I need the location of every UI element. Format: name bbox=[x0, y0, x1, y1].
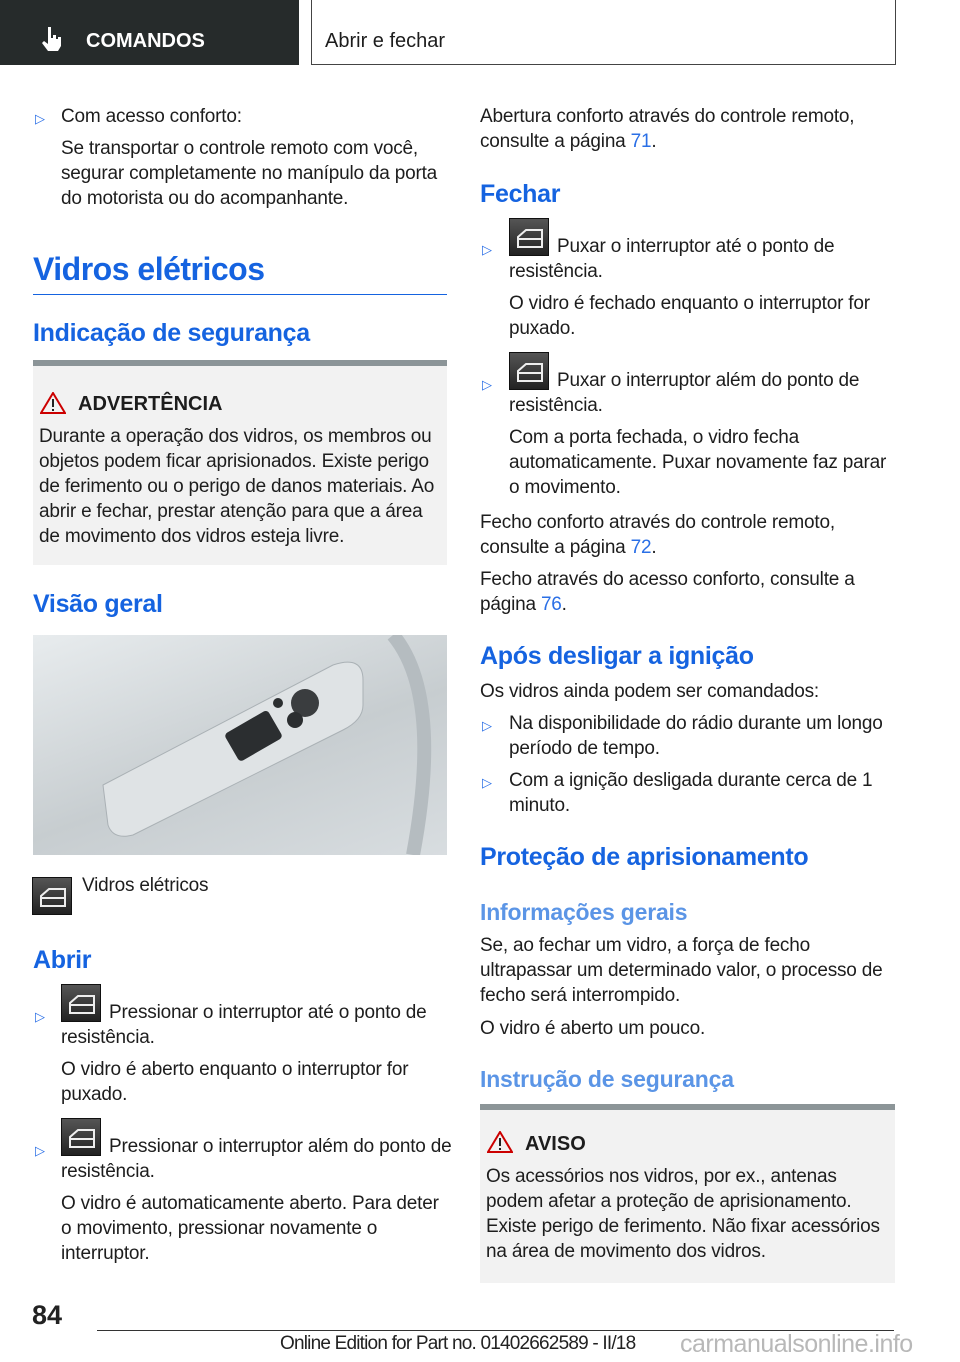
chapter-box bbox=[311, 0, 896, 65]
bullet-icon: ▷ bbox=[482, 718, 492, 733]
power-window-icon bbox=[61, 984, 101, 1022]
page-number: 84 bbox=[32, 1300, 63, 1330]
power-window-icon bbox=[32, 877, 72, 915]
conforto-text: Se transportar o controle remoto com você, segurar completamente no manípulo da porta do motorista ou do acompanhante. bbox=[61, 138, 438, 209]
fechar-item-2 bbox=[509, 352, 901, 500]
warning-triangle-icon bbox=[487, 1131, 513, 1158]
bullet-icon: ▷ bbox=[35, 1143, 45, 1158]
fecho2-text: Fecho através do acesso conforto, consulte a página 76. bbox=[480, 569, 855, 615]
hand-pointer-icon bbox=[40, 26, 64, 57]
page-link-76[interactable]: 76 bbox=[540, 594, 562, 615]
apos-item-2: Com a ignição desligada durante cerca de 1 minuto. bbox=[509, 770, 873, 816]
fechar-text-1: Puxar o interruptor até o ponto de resistência. bbox=[509, 236, 835, 282]
warning-box bbox=[33, 360, 447, 565]
aviso-text: Os acessórios nos vidros, por ex., antenas podem afetar a proteção de aprisionamento. Existe perigo de ferimento. Não fixar acessórios na área de movimento dos vidros. bbox=[486, 1166, 880, 1262]
edition-text: Online Edition for Part no. 01402662589 - II/18 bbox=[280, 1333, 636, 1354]
power-window-icon bbox=[509, 352, 549, 390]
bullet-icon: ▷ bbox=[482, 775, 492, 790]
heading-vidros: Vidros elétricos bbox=[33, 251, 447, 295]
bullet-icon: ▷ bbox=[35, 1009, 45, 1024]
intro-text-body: Abertura conforto através do controle remoto, consulte a página bbox=[480, 106, 855, 152]
abrir-sub-1: O vidro é aberto enquanto o interruptor for puxado. bbox=[61, 1059, 409, 1105]
apos-intro: Os vidros ainda podem ser comandados: bbox=[480, 681, 820, 702]
heading-instrucao: Instrução de segurança bbox=[480, 1066, 734, 1092]
section-title: COMANDOS bbox=[86, 30, 205, 52]
section-tab bbox=[0, 0, 299, 65]
power-window-icon bbox=[509, 218, 549, 256]
heading-apos: Após desligar a ignição bbox=[480, 642, 754, 670]
fechar-sub-2: Com a porta fechada, o vidro fecha automaticamente. Puxar novamente faz parar o movimento. bbox=[509, 427, 887, 498]
heading-protecao: Proteção de aprisionamento bbox=[480, 843, 809, 871]
fechar-text-2: Puxar o interruptor além do ponto de resistência. bbox=[509, 370, 860, 416]
watermark: carmanualsonline.info bbox=[680, 1330, 913, 1358]
aviso-box bbox=[480, 1104, 895, 1283]
aviso-label: AVISO bbox=[525, 1133, 586, 1155]
abrir-text-2: Pressionar o interruptor além do ponto de resistência. bbox=[61, 1136, 452, 1182]
warning-label: ADVERTÊNCIA bbox=[78, 393, 223, 415]
bullet-icon: ▷ bbox=[482, 377, 492, 392]
bullet-icon: ▷ bbox=[35, 111, 45, 126]
info-text-1: Se, ao fechar um vidro, a força de fecho ultrapassar um determinado valor, o processo de fecho será interrompido. bbox=[480, 935, 883, 1006]
info-text-2: O vidro é aberto um pouco. bbox=[480, 1018, 706, 1039]
fechar-item-1 bbox=[509, 218, 901, 341]
power-window-icon bbox=[61, 1118, 101, 1156]
intro-text: Abertura conforto através do controle remoto, consulte a página 71. bbox=[480, 106, 855, 152]
warning-text: Durante a operação dos vidros, os membros ou objetos podem ficar aprisionados. Existe perigo de ferimento ou o perigo de danos materiais. Ao abrir e fechar, prestar atenção para que a área de movimento dos vidros esteja livre. bbox=[39, 426, 435, 547]
bullet-icon: ▷ bbox=[482, 242, 492, 257]
apos-item-1: Na disponibilidade do rádio durante um longo período de tempo. bbox=[509, 713, 883, 759]
abrir-item-2 bbox=[61, 1118, 453, 1266]
heading-info: Informações gerais bbox=[480, 899, 688, 925]
conforto-title: Com acesso conforto: bbox=[61, 106, 242, 127]
fecho2-body: Fecho através do acesso conforto, consulte a página bbox=[480, 569, 855, 615]
abrir-text-1: Pressionar o interruptor até o ponto de resistência. bbox=[61, 1002, 427, 1048]
icon-caption: Vidros elétricos bbox=[82, 875, 209, 896]
warning-triangle-icon bbox=[40, 392, 66, 419]
heading-visao: Visão geral bbox=[33, 590, 163, 618]
page-link-71[interactable]: 71 bbox=[630, 131, 652, 152]
window-switch-photo bbox=[33, 635, 447, 855]
fechar-sub-1: O vidro é fechado enquanto o interruptor for puxado. bbox=[509, 293, 870, 339]
heading-abrir: Abrir bbox=[33, 946, 92, 974]
abrir-sub-2: O vidro é automaticamente aberto. Para deter o movimento, pressionar novamente o interruptor. bbox=[61, 1193, 439, 1264]
heading-fechar: Fechar bbox=[480, 180, 561, 208]
abrir-item-1 bbox=[61, 984, 451, 1107]
fecho1-text: Fecho conforto através do controle remoto, consulte a página 72. bbox=[480, 512, 835, 558]
heading-seguranca: Indicação de segurança bbox=[33, 319, 310, 347]
fecho1-body: Fecho conforto através do controle remoto, consulte a página bbox=[480, 512, 835, 558]
conforto-item bbox=[61, 104, 451, 211]
chapter-title: Abrir e fechar bbox=[325, 30, 446, 52]
page-link-72[interactable]: 72 bbox=[630, 537, 652, 558]
